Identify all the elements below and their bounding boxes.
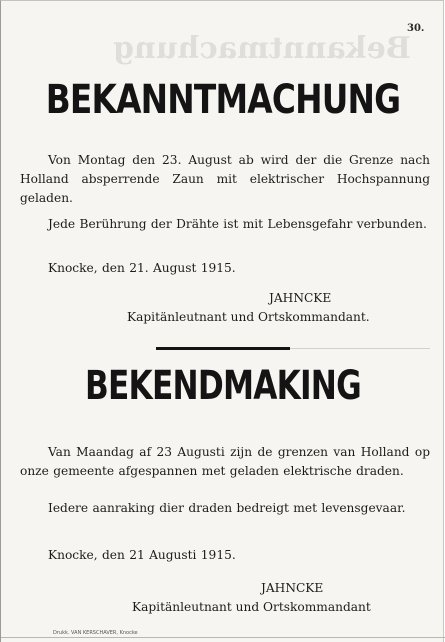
dutch-signature-name: JAHNCKE <box>261 581 324 595</box>
section-divider <box>156 347 290 350</box>
dutch-signature-rank: Kapitänleutnant und Ortskommandant <box>132 600 371 614</box>
dutch-paragraph-1: Van Maandag af 23 Augusti zijn de grenzen van Holland op onze gemeente afgespannen met geladen elektrische draden. <box>20 445 430 478</box>
dutch-place-date: Knocke, den 21 Augusti 1915. <box>48 548 236 562</box>
bottom-border <box>1 637 445 638</box>
printer-imprint: Drukk. VAN KERSCHAVER, Knocke <box>53 630 138 636</box>
german-signature-rank: Kapitänleutnant und Ortskommandant. <box>127 310 370 324</box>
german-place-date: Knocke, den 21. August 1915. <box>48 261 236 275</box>
german-headline: BEKANNTMACHUNG <box>45 77 401 123</box>
dutch-headline: BEKENDMAKING <box>85 363 361 409</box>
german-paragraph-2: Jede Berührung der Drähte ist mit Lebensgefahr verbunden. <box>48 217 427 231</box>
german-signature-name: JAHNCKE <box>269 291 332 305</box>
german-paragraph-1: Von Montag den 23. August ab wird der die Grenze nach Holland absperrende Zaun mit elektrischer Hochspannung geladen. <box>20 153 430 205</box>
show-through-bleed: Bekanntmachung <box>112 31 411 66</box>
dutch-paragraph-2: Iedere aanraking dier draden bedreigt met levensgevaar. <box>48 501 406 515</box>
faint-divider-extension <box>290 348 430 349</box>
page-number: 30. <box>407 23 425 34</box>
